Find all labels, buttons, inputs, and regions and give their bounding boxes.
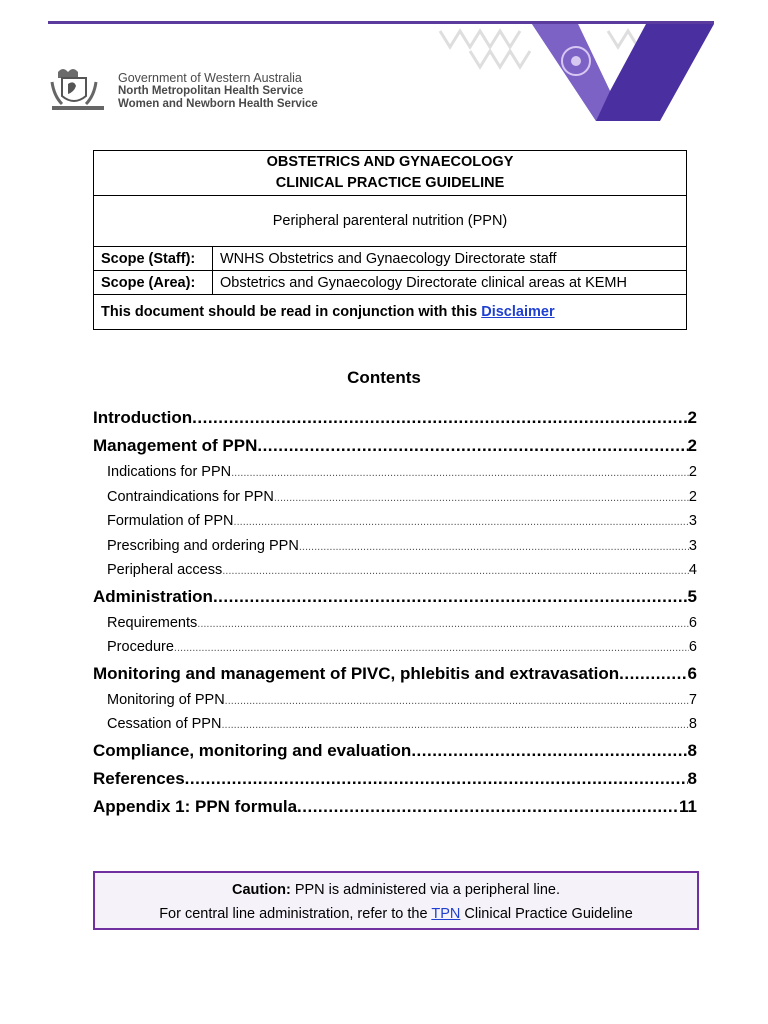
scope-staff-label: Scope (Staff):: [94, 247, 213, 271]
government-text-block: [118, 72, 318, 111]
document-title: Peripheral parenteral nutrition (PPN): [94, 196, 687, 247]
tpn-link[interactable]: TPN: [431, 906, 461, 922]
document-header-table: [93, 150, 687, 330]
toc-leader-dots: [274, 486, 689, 510]
toc-leader-dots: [192, 404, 687, 432]
toc-entry[interactable]: [93, 793, 697, 821]
toc-entry-title: References: [93, 768, 185, 788]
caution-line-2: [95, 902, 697, 926]
toc-leader-dots: [213, 583, 688, 611]
toc-entry[interactable]: [93, 583, 697, 611]
toc-entry-page: 3: [688, 513, 697, 529]
toc-leader-dots: [185, 765, 688, 793]
toc-entry-page: 6: [688, 614, 697, 631]
toc-entry-page: 7: [688, 691, 697, 708]
toc-entry[interactable]: [93, 660, 697, 688]
toc-entry-title: Formulation of PPN: [107, 513, 234, 529]
toc-entry-page: 3: [688, 537, 697, 554]
toc-entry-page: 4: [688, 562, 697, 578]
caution-text-1: PPN is administered via a peripheral line.: [294, 882, 560, 898]
toc-entry[interactable]: [93, 765, 697, 793]
government-line-3: Women and Newborn Health Service: [118, 98, 318, 110]
toc-leader-dots: [174, 636, 689, 660]
toc-entry[interactable]: [93, 509, 697, 534]
toc-entry-page: 6: [687, 663, 697, 683]
toc-leader-dots: [225, 689, 689, 713]
toc-leader-dots: [234, 510, 689, 534]
disclaimer-link[interactable]: Disclaimer: [481, 304, 555, 320]
toc-leader-dots: [197, 612, 689, 636]
toc-entry[interactable]: [93, 460, 697, 485]
toc-leader-dots: [222, 559, 689, 583]
toc-entry[interactable]: [93, 635, 697, 660]
toc-entry-title: Management of PPN: [93, 436, 258, 455]
toc-entry-title: Procedure: [107, 639, 174, 655]
toc-entry-page: 5: [687, 586, 697, 606]
caution-label: Caution:: [232, 882, 291, 898]
toc-entry-title: Appendix 1: PPN formula: [93, 796, 298, 816]
caution-box: [93, 871, 699, 930]
toc-entry-title: Introduction: [93, 408, 193, 427]
caution-text-2b: Clinical Practice Guideline: [464, 906, 633, 922]
toc-entry-title: Contraindications for PPN: [107, 488, 274, 505]
toc-entry-page: 8: [687, 768, 697, 788]
toc-entry[interactable]: [93, 611, 697, 636]
toc-leader-dots: [619, 660, 687, 688]
toc-leader-dots: [257, 432, 687, 460]
scope-area-value: Obstetrics and Gynaecology Directorate clinical areas at KEMH: [213, 271, 687, 295]
toc-leader-dots: [221, 713, 688, 737]
toc-entry-page: 2: [688, 464, 697, 480]
disclaimer-text: This document should be read in conjunction with this: [101, 304, 478, 320]
toc-leader-dots: [231, 461, 689, 485]
caution-text-2a: For central line administration, refer to the: [159, 906, 428, 922]
guideline-heading-line-1: OBSTETRICS AND GYNAECOLOGY: [266, 154, 514, 170]
guideline-heading-line-2: CLINICAL PRACTICE GUIDELINE: [275, 175, 505, 191]
government-line-2: North Metropolitan Health Service: [118, 85, 304, 97]
government-line-1: Government of Western Australia: [118, 71, 302, 85]
disclaimer-row: [94, 295, 687, 330]
toc-entry-title: Prescribing and ordering PPN: [107, 537, 299, 554]
guideline-heading: [94, 151, 687, 196]
toc-entry[interactable]: [93, 404, 697, 432]
toc-entry[interactable]: [93, 712, 697, 737]
toc-leader-dots: [299, 535, 689, 559]
toc-entry-page: 8: [688, 716, 697, 732]
toc-entry-title: Requirements: [107, 614, 198, 631]
toc-entry[interactable]: [93, 485, 697, 510]
scope-staff-value: WNHS Obstetrics and Gynaecology Directorate staff: [213, 247, 687, 271]
toc-entry-page: 2: [688, 488, 697, 505]
toc-entry-title: Cessation of PPN: [107, 716, 222, 732]
toc-entry-title: Indications for PPN: [107, 464, 232, 480]
contents-heading: Contents: [347, 368, 421, 387]
wa-crest-logo: [48, 64, 108, 114]
toc-entry-page: 6: [688, 639, 697, 655]
toc-entry-page: 11: [679, 796, 697, 816]
toc-entry-title: Monitoring and management of PIVC, phlebitis and extravasation: [93, 663, 620, 683]
toc-entry-title: Peripheral access: [107, 562, 223, 578]
toc-entry-title: Administration: [93, 586, 213, 606]
toc-entry-page: 2: [687, 408, 697, 427]
toc-entry[interactable]: [93, 688, 697, 713]
toc-entry-page: 2: [687, 436, 697, 455]
toc-leader-dots: [297, 793, 679, 821]
toc-entry[interactable]: [93, 737, 697, 765]
toc-entry[interactable]: [93, 534, 697, 559]
toc-entry-title: Monitoring of PPN: [107, 691, 225, 708]
caution-line-1: [95, 878, 697, 902]
toc-entry-title: Compliance, monitoring and evaluation: [93, 740, 412, 760]
toc-entry[interactable]: [93, 432, 697, 460]
table-of-contents: [93, 404, 697, 821]
scope-area-label: Scope (Area):: [94, 271, 213, 295]
toc-leader-dots: [411, 737, 687, 765]
toc-entry[interactable]: [93, 558, 697, 583]
toc-entry-page: 8: [687, 740, 697, 760]
